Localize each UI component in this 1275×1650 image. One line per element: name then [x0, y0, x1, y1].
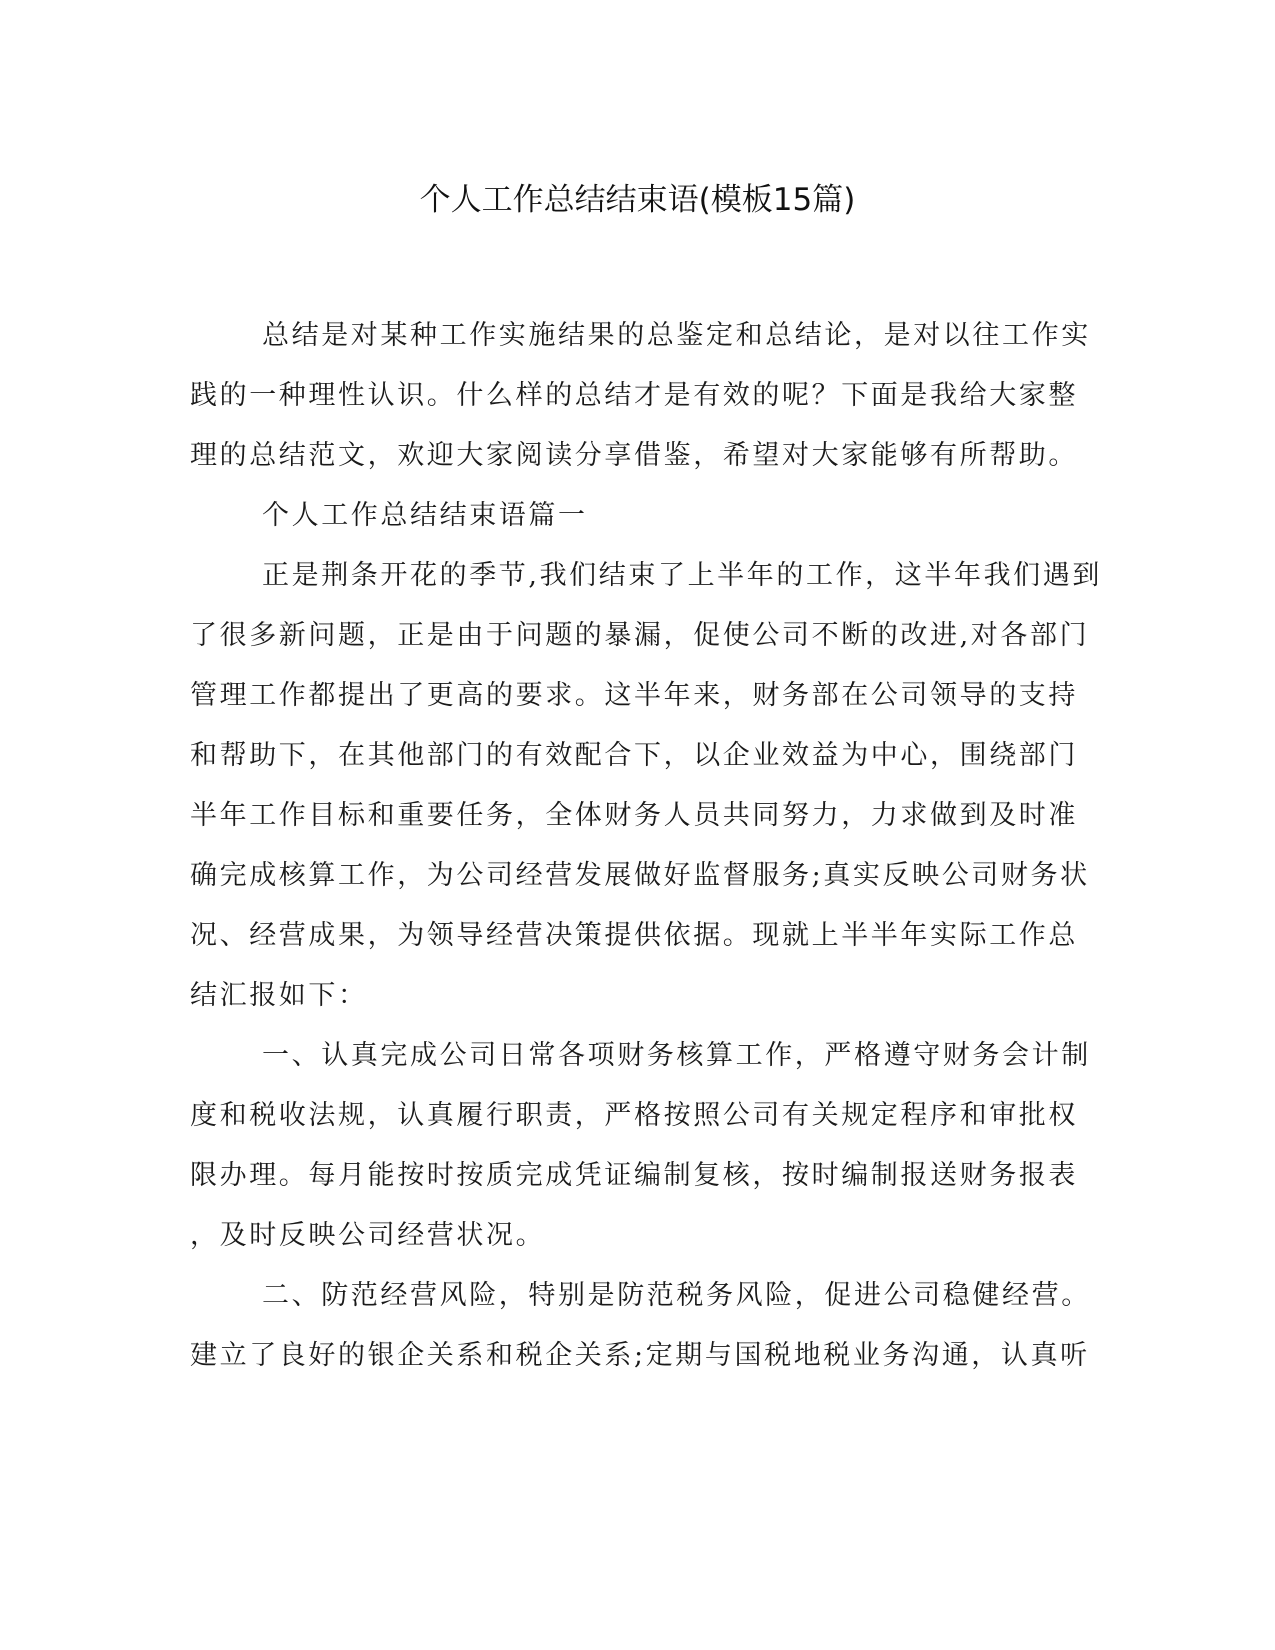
paragraph-line: 确完成核算工作，为公司经营发展做好监督服务;真实反映公司财务状	[190, 860, 1090, 891]
paragraph-line: 管理工作都提出了更高的要求。这半年来，财务部在公司领导的支持	[190, 680, 1078, 711]
section-heading: 个人工作总结结束语篇一	[262, 500, 588, 531]
paragraph-line: 理的总结范文，欢迎大家阅读分享借鉴，希望对大家能够有所帮助。	[190, 440, 1078, 471]
paragraph-line: 半年工作目标和重要任务，全体财务人员共同努力，力求做到及时准	[190, 800, 1078, 831]
paragraph-line: 况、经营成果，为领导经营决策提供依据。现就上半半年实际工作总	[190, 920, 1078, 951]
paragraph-line: 限办理。每月能按时按质完成凭证编制复核，按时编制报送财务报表	[190, 1160, 1078, 1191]
paragraph-line: 度和税收法规，认真履行职责，严格按照公司有关规定程序和审批权	[190, 1100, 1078, 1131]
paragraph-line: ，及时反映公司经营状况。	[190, 1220, 546, 1251]
paragraph-line: 正是荆条开花的季节,我们结束了上半年的工作，这半年我们遇到	[262, 560, 1102, 591]
paragraph-line: 了很多新问题，正是由于问题的暴漏，促使公司不断的改进,对各部门	[190, 620, 1090, 651]
paragraph-line: 二、防范经营风险，特别是防范税务风险，促进公司稳健经营。	[262, 1280, 1091, 1311]
paragraph-line: 一、认真完成公司日常各项财务核算工作，严格遵守财务会计制	[262, 1040, 1091, 1071]
paragraph-line: 践的一种理性认识。什么样的总结才是有效的呢？下面是我给大家整	[190, 380, 1078, 411]
paragraph-line: 结汇报如下：	[190, 980, 368, 1011]
document-title: 个人工作总结结束语(模板15篇)	[419, 182, 856, 218]
paragraph-line: 和帮助下，在其他部门的有效配合下，以企业效益为中心，围绕部门	[190, 740, 1078, 771]
paragraph-line: 建立了良好的银企关系和税企关系;定期与国税地税业务沟通，认真听	[190, 1340, 1090, 1371]
paragraph-line: 总结是对某种工作实施结果的总鉴定和总结论，是对以往工作实	[262, 320, 1091, 351]
